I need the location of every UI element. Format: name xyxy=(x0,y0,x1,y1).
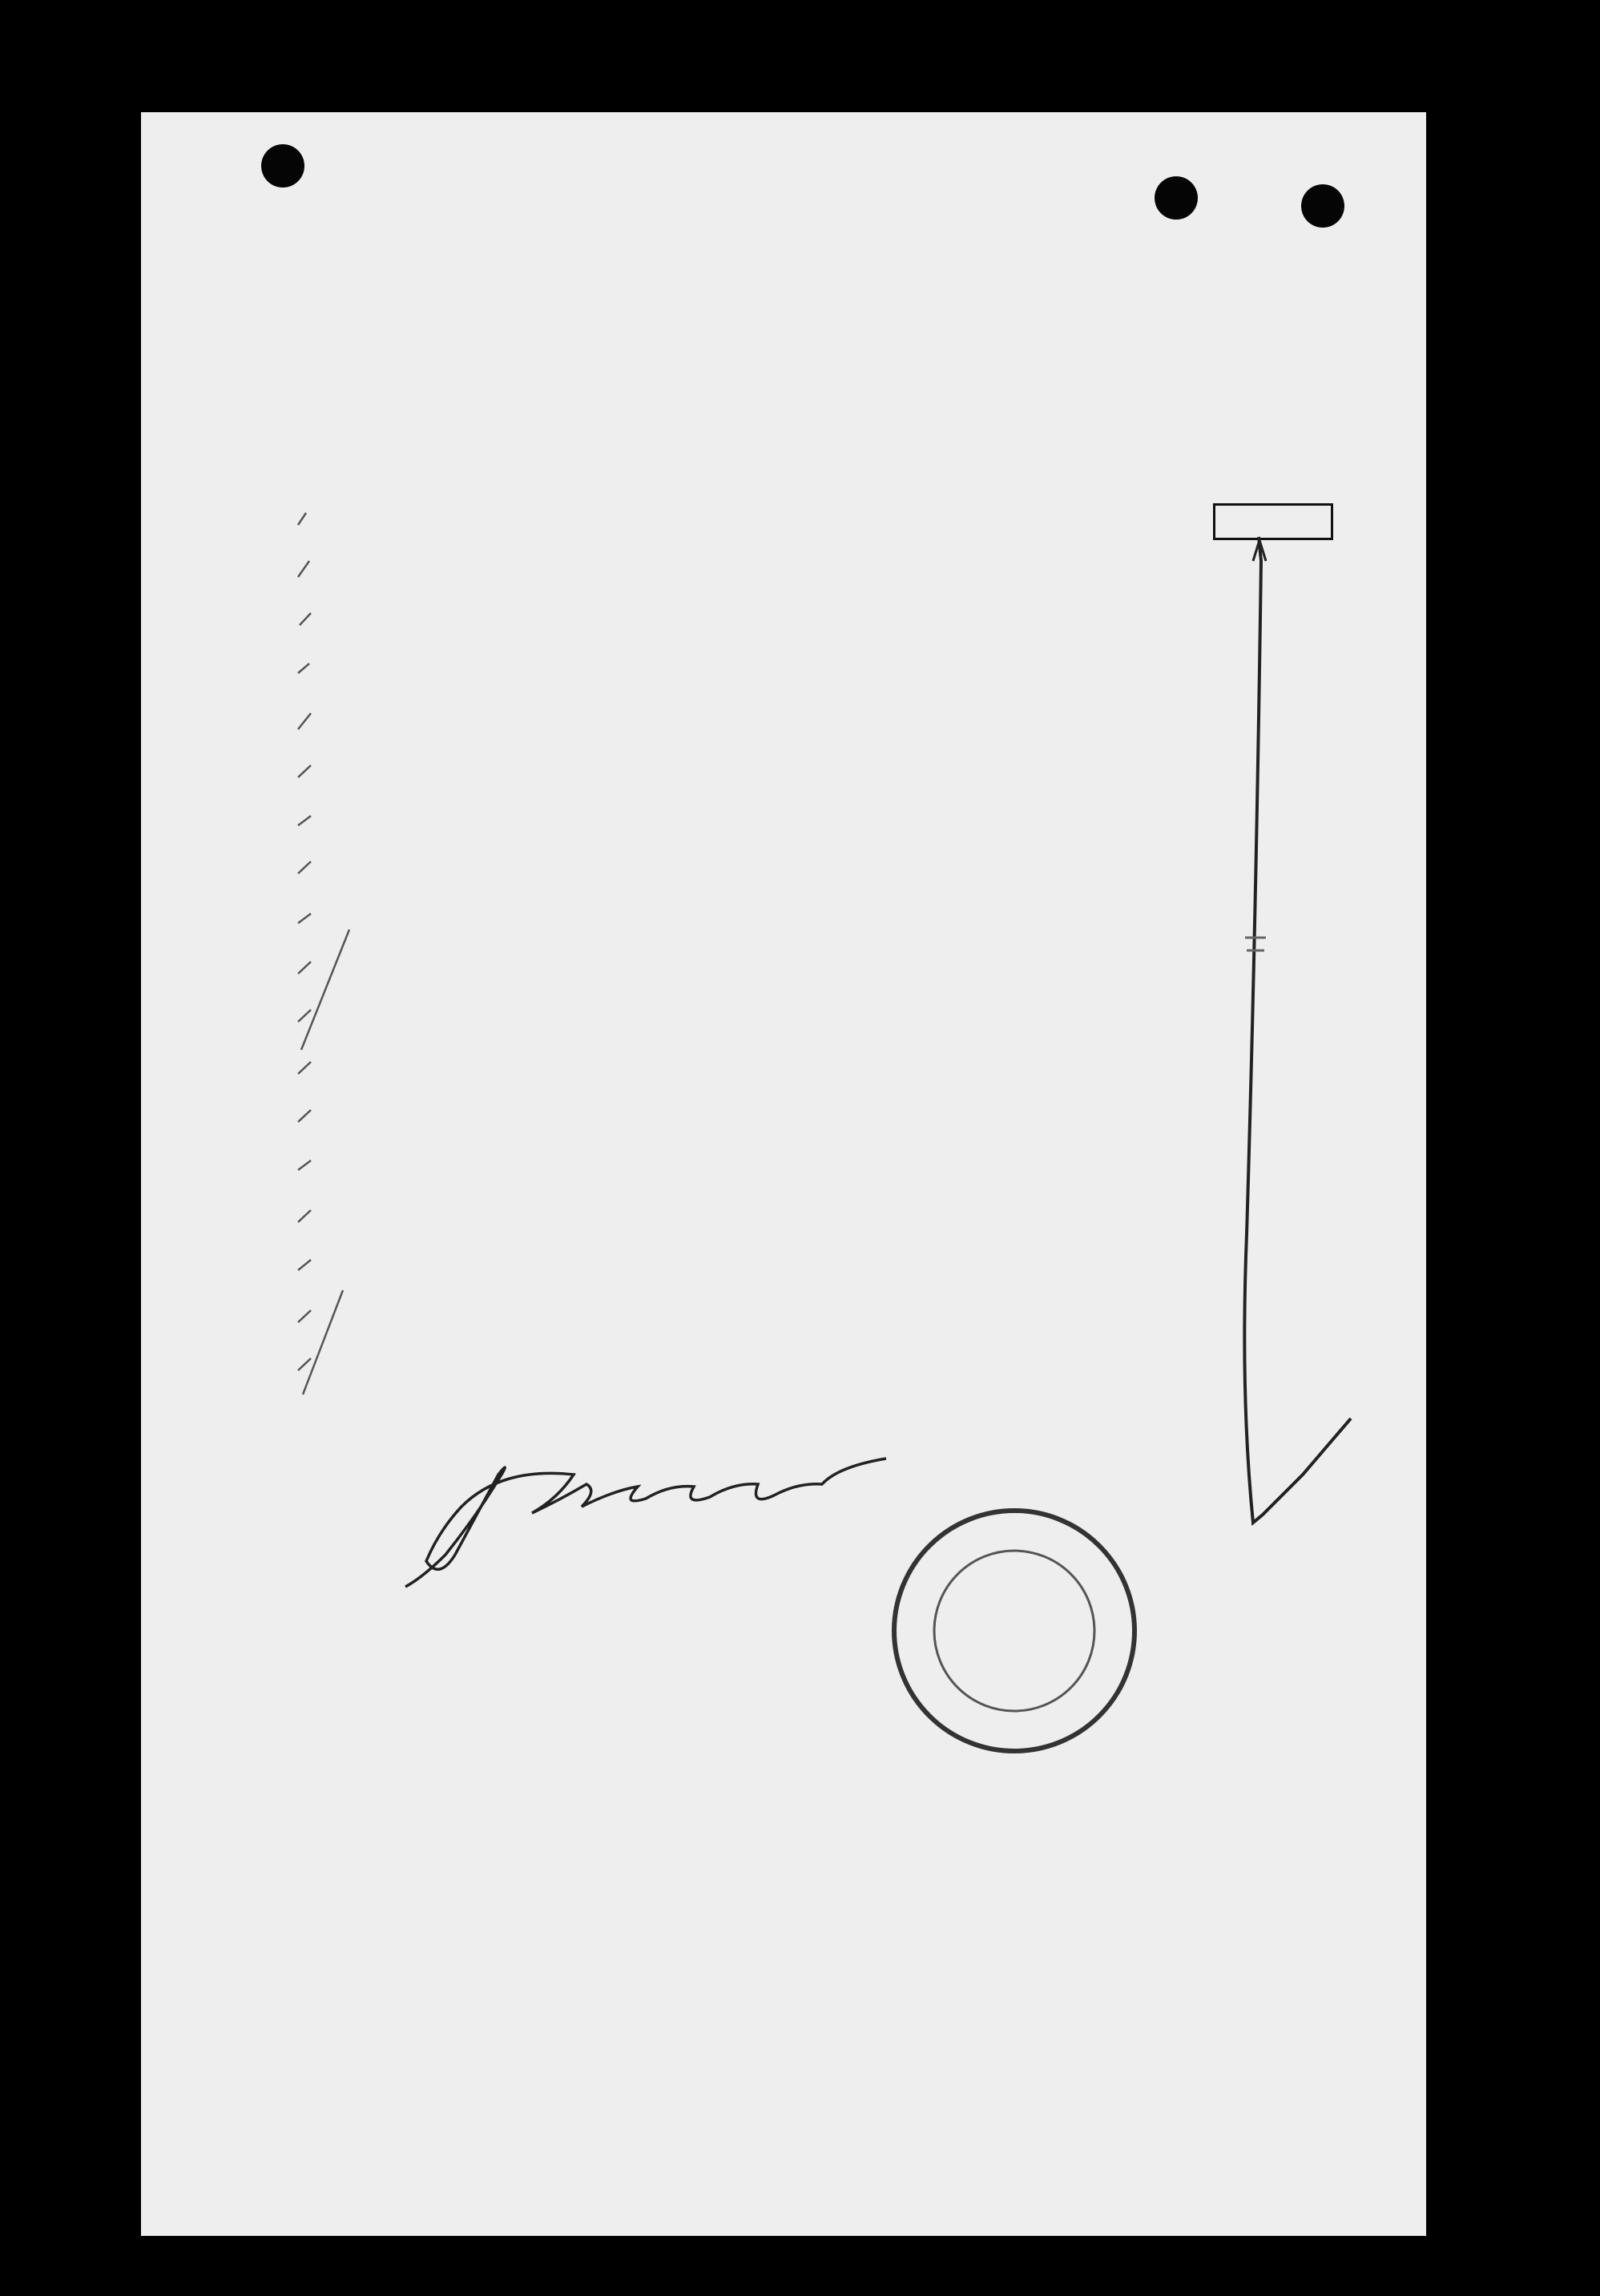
punch-hole xyxy=(1155,176,1198,220)
punch-hole xyxy=(261,144,304,188)
handwritten-marks xyxy=(141,112,1426,2236)
us-citizen-stamp xyxy=(1213,503,1333,540)
manifest-sheet xyxy=(141,112,1426,2236)
admitted-stamp xyxy=(886,1499,1143,1755)
punch-hole xyxy=(1301,184,1344,228)
